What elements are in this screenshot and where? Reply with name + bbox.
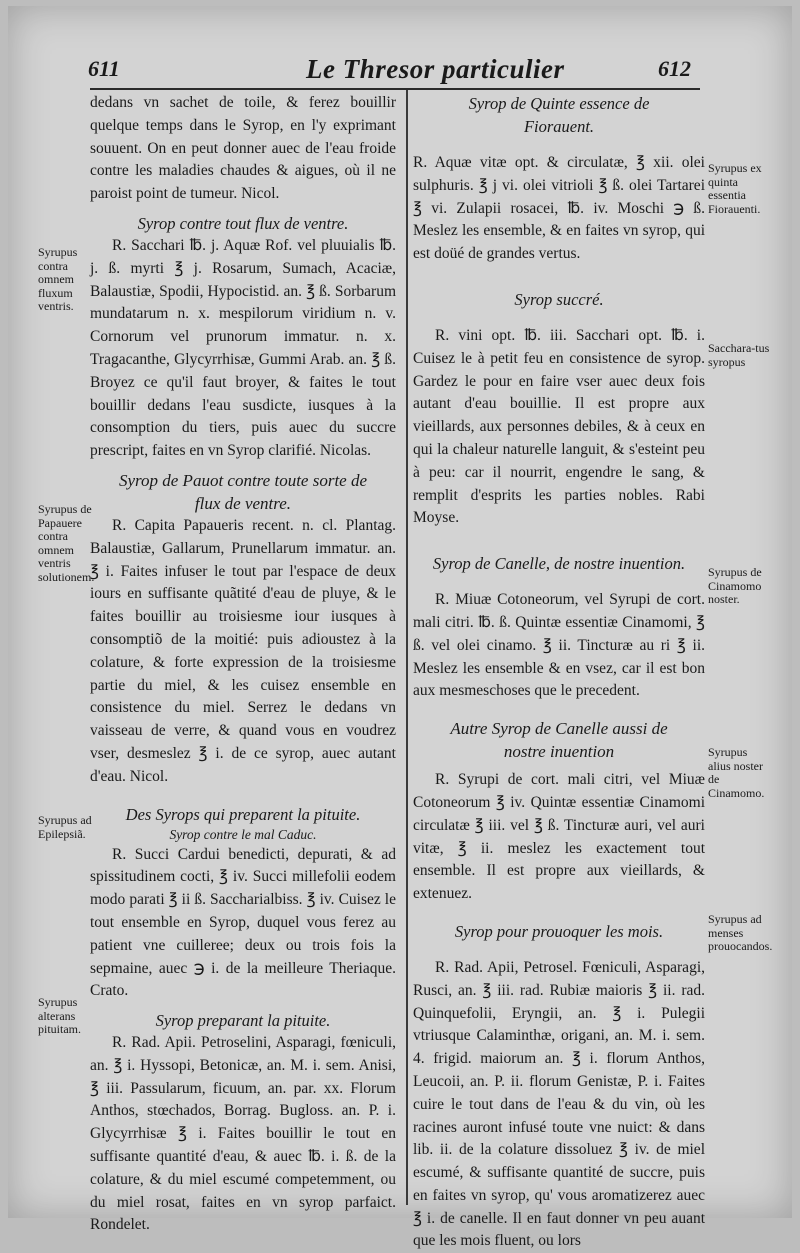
- section-title-succre: Syrop succré.: [514, 289, 604, 309]
- recipe-pauot: R. Capita Papaueris recent. n. cl. Plantag. Balaustiæ, Gallarum, Prunellarum immatur. an. ℥ i. Faites infuser le tout par l'espace de deux iours en suffisante quãtité d'eau de pluye, & le faites bouillir au troisiesme iour iusques à consomptiõ de la moitié: puis adioustez à la colature, & forte expression de la troisiesme partie du miel, & les cuisez ensemble en consistence du miel. Serrez le dedans vn vaisseau de verre, & quand vous en voudrez vser, desmeslez ℥ i. de ce syrop, auec autant d'eau. Nicol.: [90, 516, 396, 785]
- section-title-canelle: Syrop de Canelle, de nostre inuention.: [432, 554, 686, 574]
- recipe-canelle: R. Miuæ Cotoneorum, vel Syrupi de cort. mali citri. ℔. ß. Quintæ essentiæ Cinamomi, ℥ ß. vel olei cinamo. ℥ ii. Tincturæ au ri ℥ ii. Meslez les ensemble & en vsez, car il est bon aux mesmeschoses que le precedent.: [413, 591, 705, 700]
- margin-note-sacchara: Sacchara-tus syropus: [708, 341, 770, 369]
- margin-note-cinamomo-alius: Syrupus alius noster de Cinamomo.: [708, 745, 765, 800]
- section-title-autre-canelle-a: Autre Syrop de Canelle aussi de: [450, 719, 668, 739]
- column-divider: [406, 90, 408, 1205]
- section-title-quinte-a: Syrop de Quinte essence de: [468, 94, 650, 113]
- section-title-mois: Syrop pour prouoquer les mois.: [454, 921, 664, 941]
- margin-note-epilepsie: Syrupus ad Epilepsiã.: [38, 813, 92, 841]
- margin-note-alterans: Syrupus alterans pituitam.: [38, 995, 81, 1036]
- running-title: Le Thresor particulier: [306, 54, 565, 84]
- recipe-mois: R. Rad. Apii, Petrosel. Fœniculi, Asparagi, Rusci, an. ℥ iii. rad. Rubiæ maioris ℥ ii. rad. Quinquefolii, Eryngii, an. ℥ i. Pulegii vtriusque Calaminthæ, origani, an. M. i. sem. 4. frigid. maiorum an. ℥ i. florum Anthos, Leucoii, an. P. ii. florum Genistæ, P. i. Faites cuire le tout dans de l'eau & du vin, où les racines auront infusé toute vne nuict: & dans lib. ii. de la colature dissoluez ℥ iv. de miel escumé, & suffisante quantité de succre, puis en faites vn syrop, qu' vous aromatizerez auec ℥ i. de canelle. Il en faut donner vn peu auant que les mois fluent, ou lors: [413, 958, 705, 1250]
- section-title-quinte-b: Fiorauent.: [523, 117, 595, 136]
- header-rule: [90, 88, 700, 90]
- section-title-autre-canelle-b: nostre inuention: [503, 742, 615, 762]
- margin-note-quinte: Syrupus ex quinta essentia Fiorauenti.: [708, 161, 762, 216]
- margin-note-pauot: Syrupus de Papauere contra omnem ventris solutionem.: [38, 502, 95, 584]
- margin-note-menses: Syrupus ad menses prouocandos.: [708, 912, 773, 953]
- intro-paragraph: dedans vn sachet de toile, & ferez bouillir quelque temps dans le Syrop, en l'y exprimant souuent. On en peut donner auec de l'eau froide contre les maladies chaudes & aigues, où il ne paroist point de tumeur. Nicol.: [90, 94, 396, 203]
- section-title-caduc: Syrop contre le mal Caduc.: [169, 826, 317, 842]
- right-page-number: 612: [658, 56, 691, 81]
- margin-note-cinamomo: Syrupus de Cinamomo noster.: [708, 565, 762, 606]
- recipe-preparant: R. Rad. Apii. Petroselini, Asparagi, fœniculi, an. ℥ i. Hyssopi, Betonicæ, an. M. i. sem. Anisi, ℥ iii. Passularum, ficuum, an. par. xx. Florum Anthos, stœchados, Borrag. Bugloss. an. P. i. Glycyrrhisæ ℥ i. Faites bouillir le tout en suffisante quantité d'eau, & auec ℔. i. ß. de la colature, & du miel escumé competemment, ou du miel rosat, faites en vn syrop parfaict. Rondelet.: [90, 1034, 396, 1234]
- right-column: [413, 92, 705, 1253]
- recipe-caduc: R. Succi Cardui benedicti, depurati, & ad spissitudinem cocti, ℥ iv. Succi millefolii eodem modo parati ℥ ii ß. Saccharialbiss. ℥ iv. Cuisez le tout ensemble en Syrop, duquel vous ferez au patient vne cuilleree; deux ou trois fois la sepmaine, auec ℈ i. de la meilleure Theriaque. Crato.: [90, 845, 396, 1000]
- section-title-pauot-a: Syrop de Pauot contre toute sorte de: [118, 470, 368, 490]
- recipe-quinte: R. Aquæ vitæ opt. & circulatæ, ℥ xii. olei sulphuris. ℥ j vi. olei vitrioli ℥ ß. olei Tartarei ℥ vi. Zulapii rosacei, ℔. iv. Moschi ℈ ß. Meslez les ensemble, & en faites vn syrop, qui est doüé de grandes vertus.: [413, 154, 705, 263]
- section-title-preparant: Syrop preparant la pituite.: [155, 1011, 331, 1031]
- section-title-flux: Syrop contre tout flux de ventre.: [137, 213, 349, 233]
- left-page-number: 611: [88, 56, 120, 81]
- book-page: [8, 6, 792, 1250]
- margin-note-flux: Syrupus contra omnem fluxum ventris.: [38, 245, 78, 313]
- left-column: [90, 92, 396, 1237]
- recipe-flux: R. Sacchari ℔. j. Aquæ Rof. vel pluuialis ℔. j. ß. myrti ℥ j. Rosarum, Sumach, Acaciæ, Balaustiæ, Spodii, Hypocistid. an. ℥ ß. Sorbarum mundatarum n. x. mespilorum viridium n. v. Cornorum vel prunorum immatur. n. x. Tragacanthe, Glycyrrhisæ, Gummi Arab. an. ℥ ß. Broyez ce qu'il faut broyer, & faites le tout bouillir dedans l'eau susdicte, iusques à la consomption du tiers, puis auec du succre prescript, faites en vn Syrop clarifié. Nicolas.: [90, 236, 396, 460]
- recipe-succre: R. vini opt. ℔. iii. Sacchari opt. ℔. i. Cuisez le à petit feu en consistence de syrop. Gardez le pour en faire vser auec deux fois autant d'eau bouillie. Il est propre aux vieillards, aux personnes debiles, & à ceux en qui la chaleur naturelle languit, & s'esteint peu à peu: car il nourrit, engendre le sang, & remplit d'esprits les parties nobles. Rabi Moyse.: [413, 326, 705, 527]
- section-title-pauot-b: flux de ventre.: [194, 493, 292, 513]
- recipe-autre-canelle: R. Syrupi de cort. mali citri, vel Miuæ Cotoneorum ℥ iv. Quintæ essentiæ Cinamomi circulatæ ℥ iii. vel ℥ ß. Tincturæ auri, vel auri vitæ, ℥ ii. meslez les exactement tout ensemble. Il est propre aux vieillards, & extenuez.: [413, 771, 705, 903]
- page-header: [8, 54, 792, 86]
- chapter-title-pituite: Des Syrops qui preparent la pituite.: [125, 804, 361, 824]
